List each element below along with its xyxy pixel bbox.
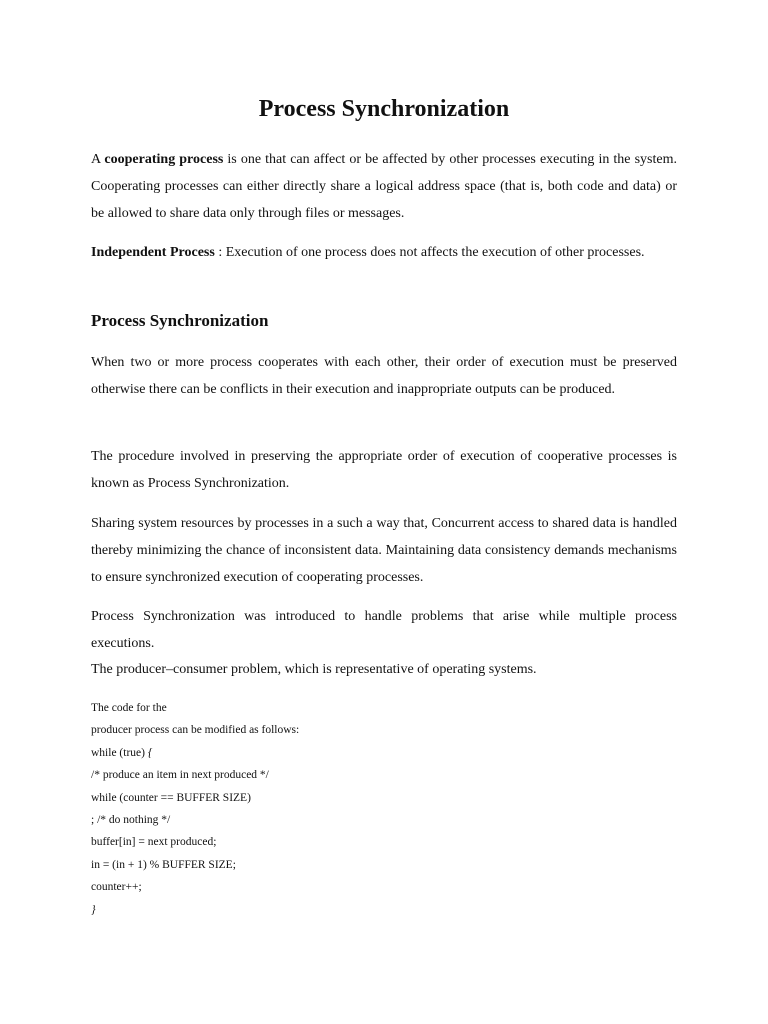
code-line: } [91, 903, 96, 916]
paragraph-text: is one that can affect or be affected by other processes executing in the system. Cooperating processes can either directly share a logical address space (that is, both code and data) or be allowed to share data only through files or messages. [91, 152, 677, 221]
code-line: producer process can be modified as follows: [91, 724, 300, 737]
code-line [91, 742, 299, 764]
term-cooperating-process: cooperating process [104, 152, 224, 167]
code-line: ; /* do nothing */ [91, 814, 171, 827]
code-block [91, 697, 299, 921]
paragraph-cooperating-process [91, 146, 677, 227]
code-line: buffer[in] = next produced; [91, 836, 217, 849]
paragraph-procedure: The procedure involved in preserving the appropriate order of execution of cooperative processes is known as Process Synchronization. [91, 449, 677, 491]
code-line: in = (in + 1) % BUFFER SIZE; [91, 858, 236, 871]
section-heading: Process Synchronization [91, 311, 269, 330]
paragraph-producer-consumer: The producer–consumer problem, which is representative of operating systems. [91, 662, 537, 677]
paragraph-lead: A [91, 152, 105, 167]
code-line: counter++; [91, 881, 142, 894]
code-line: /* produce an item in next produced */ [91, 769, 269, 782]
paragraph-sharing-resources: Sharing system resources by processes in a such a way that, Concurrent access to shared data is handled thereby minimizing the chance of inconsistent data. Maintaining data consistency demands mechanisms to ensure synchronized execution of cooperating processes. [91, 516, 677, 585]
paragraph-text: : Execution of one process does not affects the execution of other processes. [214, 245, 645, 260]
code-brace: { [147, 746, 153, 759]
page-title: Process Synchronization [258, 96, 510, 122]
paragraph-introduced: Process Synchronization was introduced to handle problems that arise while multiple process executions. [91, 609, 677, 651]
code-text: while (true) [91, 746, 148, 759]
paragraph-order-of-execution: When two or more process cooperates with each other, their order of execution must be preserved otherwise there can be conflicts in their execution and inappropriate outputs can be produced. [91, 355, 677, 397]
code-line: while (counter == BUFFER SIZE) [91, 791, 251, 804]
paragraph-independent-process [91, 239, 677, 266]
code-line: The code for the [91, 702, 167, 714]
term-independent-process: Independent Process [91, 245, 215, 260]
